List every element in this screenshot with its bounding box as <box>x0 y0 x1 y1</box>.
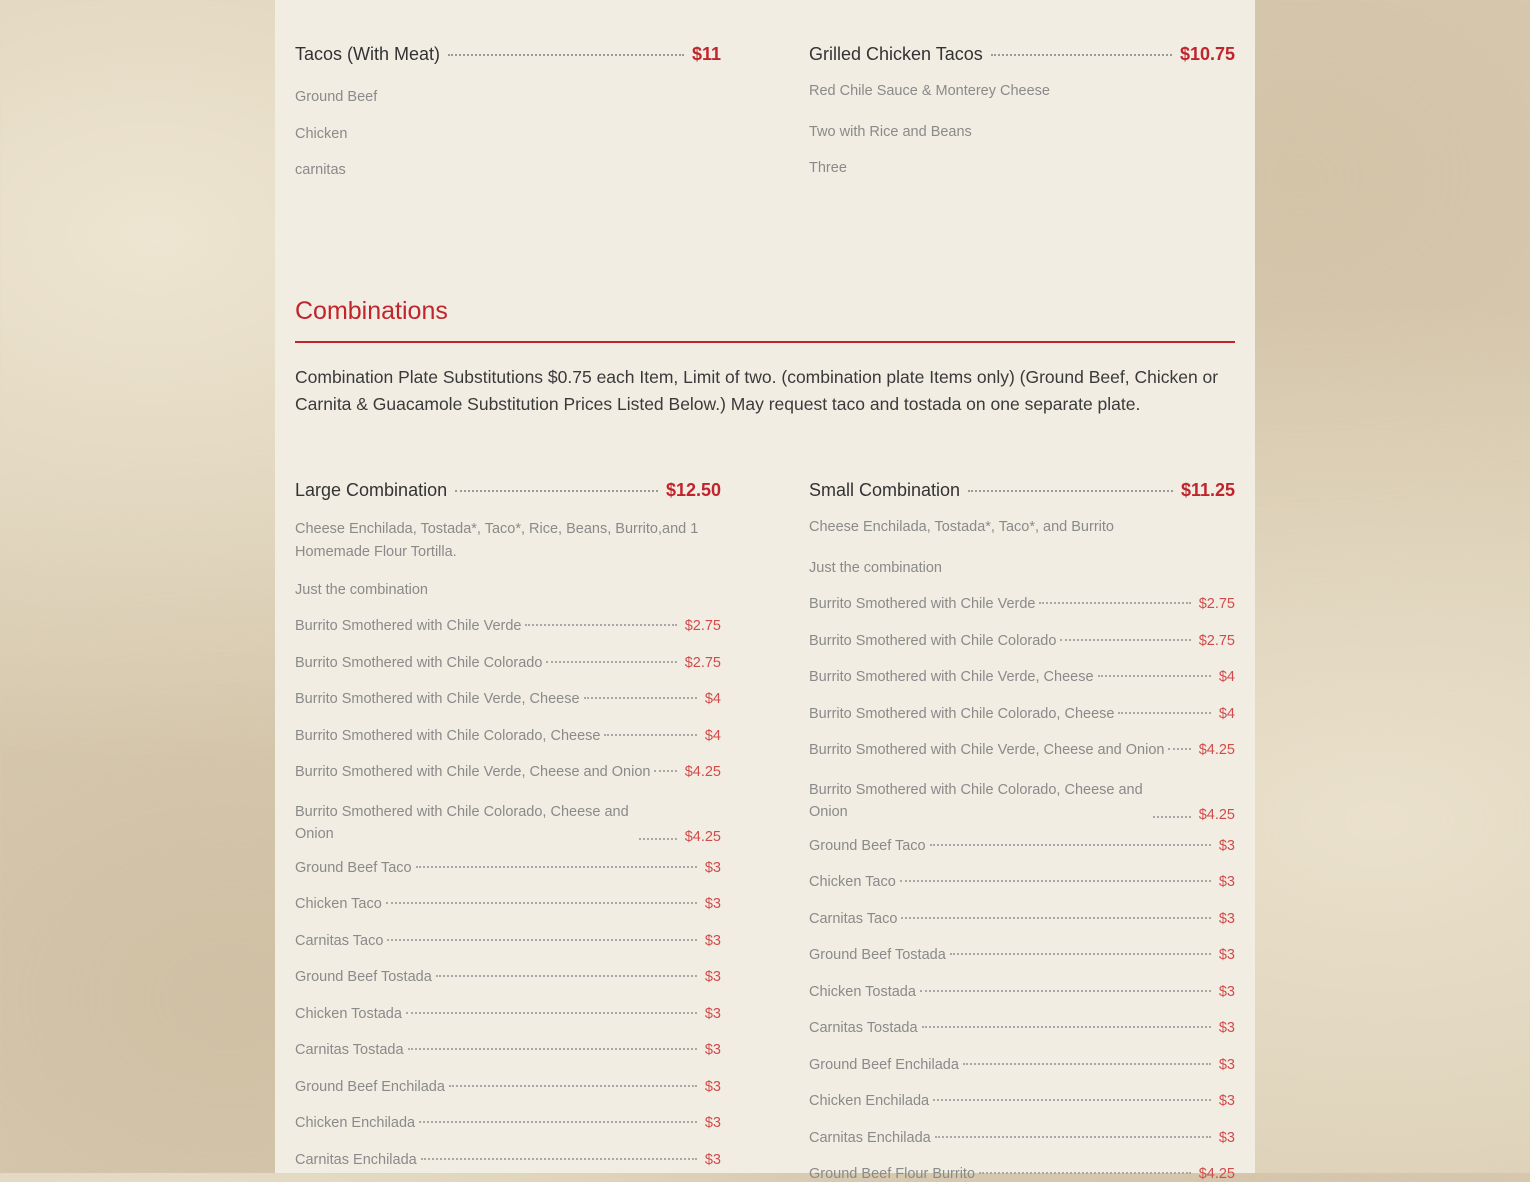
addon-price: $3 <box>704 969 721 985</box>
addon-label: Chicken Enchilada <box>295 1115 416 1131</box>
addon-label: Burrito Smothered with Chile Colorado, Cheese <box>295 727 601 744</box>
menu-item-header <box>295 44 721 65</box>
addon-row <box>809 779 1235 823</box>
addon-label: Ground Beef Enchilada <box>809 1056 959 1073</box>
addon-row <box>295 969 721 985</box>
item-price: $12.50 <box>665 480 721 500</box>
addon-label: Carnitas Enchilada <box>809 1129 931 1146</box>
addon-row <box>809 706 1235 722</box>
menu-item-header <box>809 480 1235 501</box>
menu-item-grilled-chicken-tacos <box>809 44 1235 65</box>
addon-price: $2.75 <box>684 654 721 671</box>
addon-price: $4.25 <box>1198 806 1235 823</box>
addon-label: Chicken Enchilada <box>809 1093 930 1109</box>
leader-dots <box>448 54 684 56</box>
addon-row <box>809 742 1235 758</box>
addon-row <box>295 655 721 671</box>
addon-row <box>809 911 1235 927</box>
addon-price: $3 <box>704 1078 721 1095</box>
leader-dots <box>387 939 696 941</box>
leader-dots <box>419 1121 697 1123</box>
addon-price: $2.75 <box>684 618 721 634</box>
section-divider <box>295 341 1235 343</box>
addon-price: $3 <box>1218 1129 1235 1146</box>
addon-row <box>295 691 721 707</box>
addon-price: $4.25 <box>1198 742 1235 758</box>
addon-price: $4 <box>1218 669 1235 685</box>
addon-row <box>295 1115 721 1131</box>
leader-dots <box>604 734 696 736</box>
addon-row <box>295 896 721 912</box>
leader-dots <box>639 838 677 840</box>
addon-price: $3 <box>704 1042 721 1058</box>
addon-row <box>809 1130 1235 1146</box>
leader-dots <box>449 1085 697 1087</box>
leader-dots <box>900 880 1211 882</box>
addon-row <box>295 728 721 744</box>
addon-price: $3 <box>1218 874 1235 890</box>
addon-price: $3 <box>704 896 721 912</box>
addon-price: $4.25 <box>684 828 721 845</box>
addon-row <box>809 1057 1235 1073</box>
addon-label: Chicken Taco <box>295 896 382 912</box>
option-label: Two with Rice and Beans <box>809 124 972 140</box>
addon-label: Ground Beef Taco <box>809 837 926 854</box>
addon-row <box>809 1166 1235 1182</box>
addon-label: Carnitas Enchilada <box>295 1151 417 1168</box>
leader-dots <box>950 953 1211 955</box>
leader-dots <box>584 697 697 699</box>
addon-label: Ground Beef Flour Burrito <box>809 1166 976 1182</box>
addon-row <box>295 801 721 845</box>
menu-panel <box>275 0 1255 1182</box>
menu-item-large-combination <box>295 480 721 501</box>
addon-label: Burrito Smothered with Chile Verde <box>295 618 522 634</box>
leader-dots <box>546 661 676 663</box>
addon-row <box>809 1020 1235 1036</box>
addon-label: Ground Beef Tostada <box>295 969 432 985</box>
addon-row <box>809 984 1235 1000</box>
addon-price: $4.25 <box>1198 1166 1235 1182</box>
option-label: Ground Beef <box>295 89 378 105</box>
addon-price: $4 <box>1218 705 1235 722</box>
addon-row <box>295 1152 721 1168</box>
addon-price: $4 <box>704 727 721 744</box>
addon-label: Burrito Smothered with Chile Colorado <box>295 654 543 671</box>
leader-dots <box>421 1158 697 1160</box>
addon-label: Burrito Smothered with Chile Colorado, Cheese <box>809 705 1115 722</box>
leader-dots <box>963 1063 1211 1065</box>
section-description: Combination Plate Substitutions $0.75 each Item, Limit of two. (combination plate Items only) (Ground Beef, Chicken or Carnita & Guacamole Substitution Prices Listed Below.) May request taco and tostada on one separate plate. <box>295 367 1219 414</box>
section-title: Combinations <box>295 297 448 325</box>
addon-price: $3 <box>704 932 721 949</box>
menu-item-header <box>809 44 1235 65</box>
option-label: Just the combination <box>809 560 942 576</box>
leader-dots <box>654 770 676 772</box>
menu-item-header <box>295 480 721 501</box>
addon-row <box>809 669 1235 685</box>
addon-label: Burrito Smothered with Chile Verde, Cheese and Onion <box>809 742 1165 758</box>
leader-dots <box>1098 675 1211 677</box>
addon-row <box>295 764 721 780</box>
option-label: carnitas <box>295 162 346 178</box>
leader-dots <box>1168 748 1190 750</box>
addon-row <box>809 838 1235 854</box>
addon-price: $3 <box>1218 837 1235 854</box>
option-label: Just the combination <box>295 582 428 598</box>
addon-label: Burrito Smothered with Chile Verde, Cheese <box>295 691 580 707</box>
addon-label: Ground Beef Taco <box>295 859 412 876</box>
leader-dots <box>935 1136 1211 1138</box>
item-name: Grilled Chicken Tacos <box>809 44 983 64</box>
addon-price: $4.25 <box>684 764 721 780</box>
option-label: Three <box>809 160 847 176</box>
leader-dots <box>406 1012 697 1014</box>
item-description: Cheese Enchilada, Tostada*, Taco*, and Burrito <box>809 519 1114 535</box>
leader-dots <box>991 54 1172 56</box>
item-price: $11 <box>691 44 721 64</box>
item-description: Red Chile Sauce & Monterey Cheese <box>809 83 1050 99</box>
option-label: Chicken <box>295 126 348 142</box>
addon-label: Chicken Taco <box>809 874 896 890</box>
item-name: Tacos (With Meat) <box>295 44 441 64</box>
leader-dots <box>979 1172 1191 1174</box>
item-description: Cheese Enchilada, Tostada*, Taco*, Rice, Beans, Burrito,and 1 Homemade Flour Tortilla. <box>295 521 699 560</box>
leader-dots <box>1118 712 1210 714</box>
leader-dots <box>922 1026 1211 1028</box>
addon-price: $3 <box>1218 1020 1235 1036</box>
item-name: Large Combination <box>295 480 448 500</box>
addon-label: Carnitas Tostada <box>295 1042 404 1058</box>
addon-label: Chicken Tostada <box>295 1005 402 1022</box>
addon-row <box>809 1093 1235 1109</box>
leader-dots <box>436 975 697 977</box>
item-name: Small Combination <box>809 480 961 500</box>
addon-price: $3 <box>1218 1056 1235 1073</box>
addon-price: $3 <box>1218 947 1235 963</box>
addon-price: $3 <box>704 1005 721 1022</box>
addon-price: $2.75 <box>1198 596 1235 612</box>
addon-label: Burrito Smothered with Chile Verde, Cheese and Onion <box>295 764 651 780</box>
addon-row <box>809 633 1235 649</box>
leader-dots <box>408 1048 697 1050</box>
addon-label: Carnitas Taco <box>809 910 898 927</box>
addon-row <box>295 933 721 949</box>
leader-dots <box>933 1099 1211 1101</box>
leader-dots <box>968 490 1173 492</box>
addon-price: $2.75 <box>1198 632 1235 649</box>
addon-label: Burrito Smothered with Chile Colorado, Cheese and Onion <box>295 803 629 842</box>
addon-price: $3 <box>1218 1093 1235 1109</box>
leader-dots <box>1039 602 1190 604</box>
leader-dots <box>386 902 697 904</box>
addon-label: Burrito Smothered with Chile Verde <box>809 596 1036 612</box>
leader-dots <box>525 624 676 626</box>
addon-label: Burrito Smothered with Chile Colorado, Cheese and Onion <box>809 781 1143 820</box>
item-price: $11.25 <box>1180 480 1235 500</box>
addon-row <box>295 860 721 876</box>
leader-dots <box>416 866 697 868</box>
item-price: $10.75 <box>1179 44 1235 64</box>
menu-item-small-combination <box>809 480 1235 501</box>
addon-price: $3 <box>704 1151 721 1168</box>
leader-dots <box>901 917 1210 919</box>
addon-row <box>809 596 1235 612</box>
addon-row <box>809 874 1235 890</box>
leader-dots <box>1060 639 1190 641</box>
addon-price: $3 <box>1218 983 1235 1000</box>
addon-price: $4 <box>704 691 721 707</box>
addon-price: $3 <box>1218 910 1235 927</box>
addon-row <box>809 947 1235 963</box>
leader-dots <box>930 844 1211 846</box>
addon-label: Carnitas Taco <box>295 932 384 949</box>
addon-label: Carnitas Tostada <box>809 1020 918 1036</box>
addon-row <box>295 1079 721 1095</box>
leader-dots <box>455 490 658 492</box>
addon-price: $3 <box>704 859 721 876</box>
addon-label: Burrito Smothered with Chile Colorado <box>809 632 1057 649</box>
addon-label: Ground Beef Tostada <box>809 947 946 963</box>
menu-item-tacos <box>295 44 721 65</box>
leader-dots <box>1153 816 1191 818</box>
addon-row <box>295 618 721 634</box>
addon-price: $3 <box>704 1115 721 1131</box>
addon-label: Chicken Tostada <box>809 983 916 1000</box>
leader-dots <box>920 990 1211 992</box>
addon-label: Burrito Smothered with Chile Verde, Cheese <box>809 669 1094 685</box>
addon-row <box>295 1006 721 1022</box>
addon-row <box>295 1042 721 1058</box>
addon-label: Ground Beef Enchilada <box>295 1078 445 1095</box>
